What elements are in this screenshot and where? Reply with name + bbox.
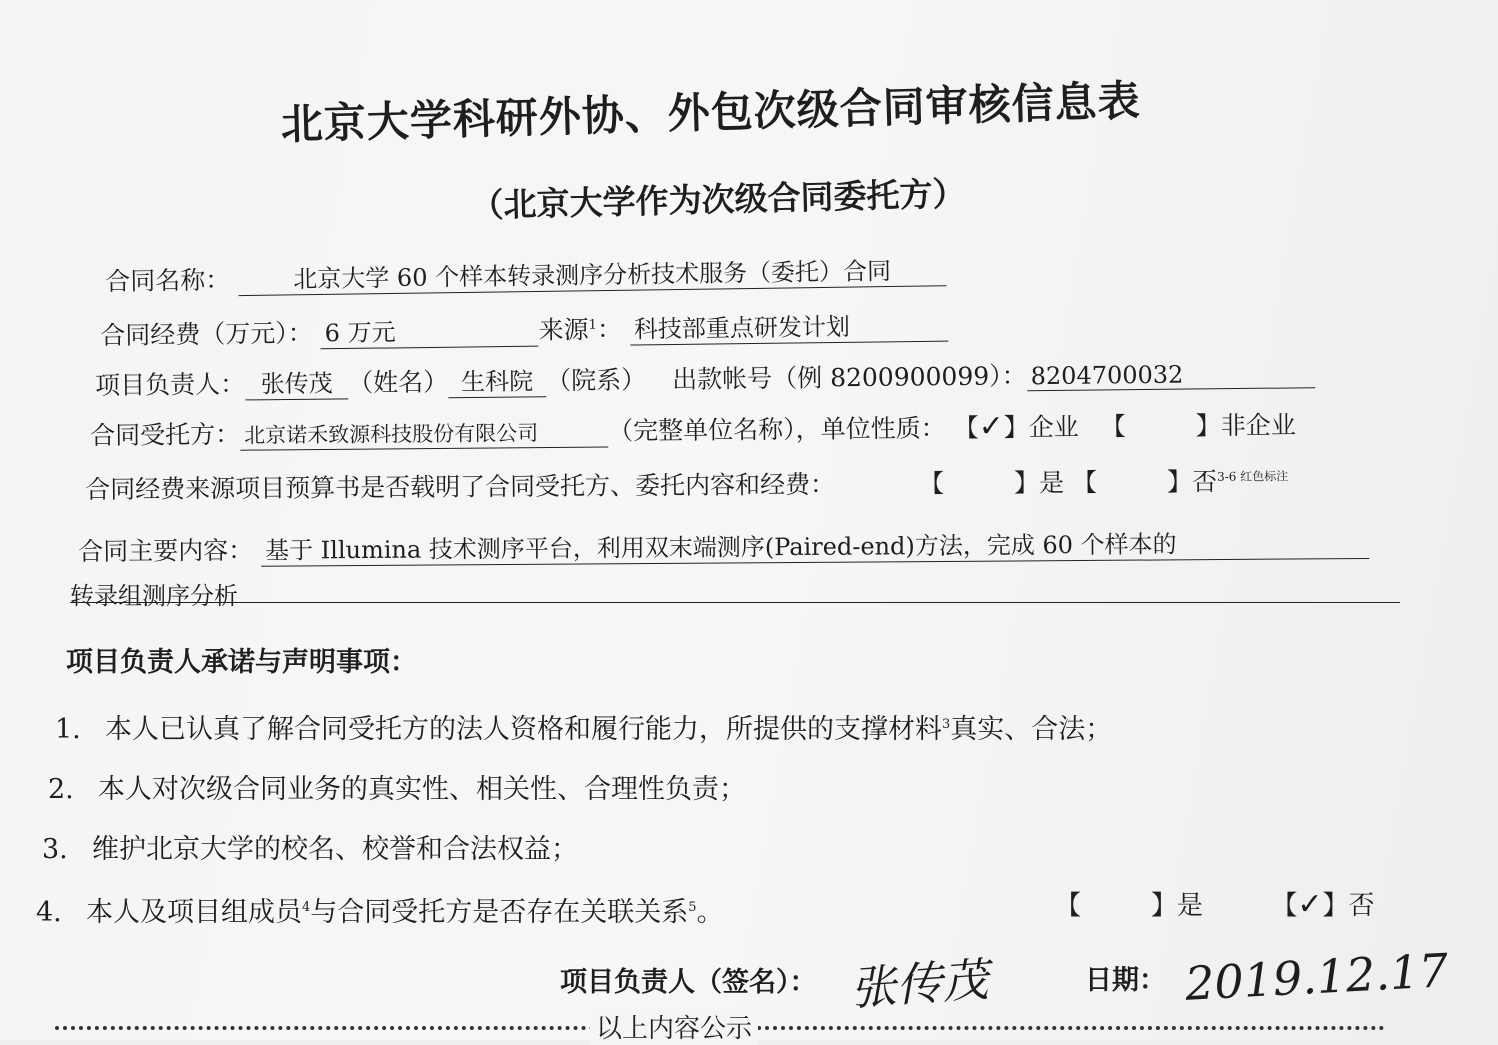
commitment-item-4: 4. 本人及项目组成员$^4$与合同受托方是否存在关联关系$^5$。	[36, 897, 724, 928]
contract-fee-row	[100, 306, 948, 352]
project-leader-row	[95, 353, 1315, 402]
content-row	[78, 523, 1369, 568]
fee-value: 6 万元	[320, 311, 538, 350]
content-line-2: 转录组测序分析	[70, 582, 238, 610]
sign-label: 项目负责人（签名）：	[560, 967, 817, 998]
account-number: 8204700032	[1027, 359, 1315, 391]
non-enterprise-label: 非企业	[1220, 410, 1296, 441]
commitment-item-1: 1. 本人已认真了解合同受托方的法人资格和履行能力，所提供的支撑材料$^3$真实、合法；	[55, 714, 1113, 745]
content-row-2	[70, 576, 238, 611]
leader-name-hint: （姓名）	[348, 367, 449, 398]
page-subtitle: （北京大学作为次级合同委托方）	[470, 173, 966, 225]
fee-label: 合同经费（万元）：	[100, 318, 313, 350]
relation-no-checkbox: 【✓】	[1271, 887, 1349, 922]
check-mark-icon: ✓	[1297, 887, 1323, 922]
handwritten-date: 2019.12.17	[1183, 943, 1450, 1011]
handwritten-signature: 张传茂	[848, 952, 990, 1016]
relation-options	[1055, 885, 1375, 922]
commitment-heading: 项目负责人承诺与声明事项：	[66, 647, 417, 678]
fee-source-label: 来源	[538, 315, 589, 345]
trustee-label: 合同受托方：	[90, 419, 241, 450]
budget-no-label: 否	[1192, 467, 1218, 497]
content-label: 合同主要内容：	[78, 535, 254, 566]
enterprise-checkbox: 【✓】	[953, 409, 1029, 445]
budget-no-checkbox: 【 】	[1071, 467, 1193, 498]
fee-source-value: 科技部重点研发计划	[630, 306, 948, 346]
contract-name-row	[105, 250, 946, 298]
budget-note: 3-6 红色标注	[1217, 469, 1289, 484]
leader-dept-hint: （院系）	[546, 365, 647, 396]
contract-name-value: 北京大学 60 个样本转录测序分析技术服务（委托）合同	[238, 250, 946, 296]
commitment-item-3: 3. 维护北京大学的校名、校誉和合法权益；	[42, 834, 578, 865]
fee-source-colon: ：	[596, 314, 623, 344]
relation-yes-checkbox: 【 】	[1055, 891, 1178, 921]
relation-yes-label: 是	[1177, 891, 1204, 921]
commitment-item-2: 2. 本人对次级合同业务的真实性、相关性、合理性负责；	[48, 774, 746, 805]
publish-note: 以上内容公示	[590, 1008, 758, 1045]
date-label: 日期：	[1085, 965, 1166, 996]
contract-name-label: 合同名称：	[105, 265, 231, 296]
page-title: 北京大学科研外协、外包次级合同审核信息表	[280, 75, 1142, 149]
enterprise-label: 企业	[1028, 412, 1079, 442]
budget-label: 合同经费来源项目预算书是否载明了合同受托方、委托内容和经费：	[85, 469, 836, 504]
leader-name: 张传茂	[245, 363, 348, 400]
non-enterprise-checkbox: 【 】	[1100, 411, 1221, 442]
budget-yes-label: 是	[1039, 468, 1065, 498]
account-label: 出款帐号（例 8200900099）：	[672, 361, 1027, 394]
leader-label: 项目负责人：	[95, 369, 246, 400]
relation-no-label: 否	[1348, 891, 1375, 921]
budget-yes-checkbox: 【 】	[918, 468, 1040, 499]
trustee-row	[90, 405, 1296, 452]
check-mark-icon: ✓	[978, 409, 1004, 445]
leader-dept: 生科院	[448, 361, 546, 398]
content-line-1: 基于 Illumina 技术测序平台，利用双末端测序(Paired-end)方法，完成 60 个样本的	[261, 523, 1369, 567]
trustee-value: 北京诺禾致源科技股份有限公司	[240, 416, 608, 450]
budget-row	[85, 462, 1288, 506]
content-underline	[70, 602, 1400, 603]
trustee-hint: （完整单位名称），单位性质：	[608, 413, 946, 446]
fee-source-sup: 1	[588, 317, 598, 333]
